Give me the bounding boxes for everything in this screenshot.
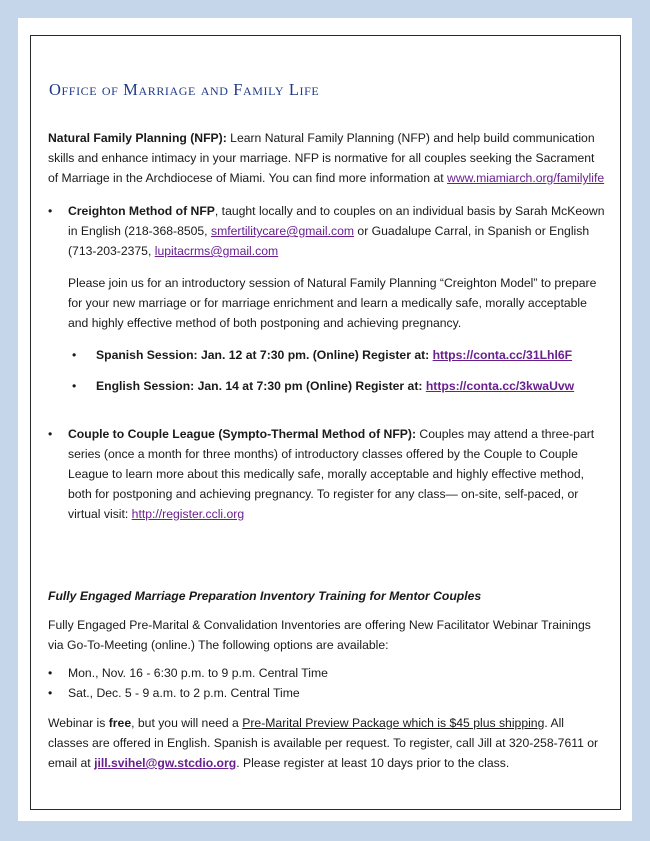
creighton-text-1: , taught locally and to couples on an individual basis by Sarah McKeown in English (218-368-8505, <box>68 204 605 238</box>
fully-engaged-intro: Fully Engaged Pre-Marital & Convalidation Inventories are offering New Facilitator Webinar Trainings via Go-To-Meeting (online.) The following options are available: <box>48 618 591 652</box>
bullet-icon: • <box>48 204 53 218</box>
bullet-icon: • <box>72 348 77 362</box>
creighton-label: Creighton Method of NFP <box>68 204 215 218</box>
creighton-item <box>48 201 606 261</box>
jill-email-link[interactable]: jill.svihel@gw.stcdio.org <box>94 756 237 770</box>
webinar-text-4: . Please register at least 10 days prior to the class. <box>236 756 510 770</box>
ccl-item <box>48 424 606 524</box>
ccl-text: Couples may attend a three-part series (once a month for three months) of introductory classes offered by the Couple to Couple League to learn more about this medically safe, morally acceptable and highly effective method, both for postponing and achieving pregnancy. To register for any class— on-site, self-paced, or virtual visit: <box>68 427 595 521</box>
nfp-text: Learn Natural Family Planning (NFP) and help build communication skills and enhance intimacy in your marriage. NFP is normative for all couples seeking the Sacrament of Marriage in the Archdiocese of Miami. You can find more information at <box>48 131 595 185</box>
package-text: Pre-Marital Preview Package which is $45 plus shipping <box>242 716 545 730</box>
option-item <box>48 683 606 703</box>
session-text: Spanish Session: Jan. 12 at 7:30 pm. (Online) Register at: <box>96 348 433 362</box>
session-item-english <box>48 376 606 396</box>
spanish-register-link[interactable]: https://conta.cc/31Lhl6F <box>432 348 573 362</box>
creighton-invite: Please join us for an introductory session of Natural Family Planning “Creighton Model” to prepare for your new marriage or for marriage enrichment and learn a medically safe, morally acceptable and highly effective method of both postponing and achieving pregnancy. <box>68 276 597 330</box>
option-text: Mon., Nov. 16 - 6:30 p.m. to 9 p.m. Central Time <box>68 666 328 680</box>
english-register-link[interactable]: https://conta.cc/3kwaUvw <box>425 379 575 393</box>
bullet-icon: • <box>48 686 53 700</box>
option-item <box>48 663 606 683</box>
lupitacrms-email-link[interactable]: lupitacrms@gmail.com <box>154 244 279 258</box>
fully-engaged-heading: Fully Engaged Marriage Preparation Inventory Training for Mentor Couples <box>48 589 482 603</box>
bullet-icon: • <box>48 666 53 680</box>
document-body <box>48 128 606 773</box>
document-page <box>18 18 632 821</box>
option-text: Sat., Dec. 5 - 9 a.m. to 2 p.m. Central Time <box>68 686 300 700</box>
webinar-text-3: . All classes are offered in English. Spanish is available per request. To register, call Jill at 320-258-7611 or email at <box>48 716 599 770</box>
webinar-text-1: Webinar is <box>48 716 109 730</box>
nfp-paragraph <box>48 128 606 188</box>
session-item-spanish <box>48 345 606 365</box>
bullet-icon: • <box>72 379 77 393</box>
ccl-label: Couple to Couple League (Sympto-Thermal Method of NFP): <box>68 427 417 441</box>
creighton-text-2: or Guadalupe Carral, in Spanish or English (713-203-2375, <box>68 224 590 258</box>
page-title: Office of Marriage and Family Life <box>49 80 320 99</box>
familylife-link[interactable]: www.miamiarch.org/familylife <box>447 171 605 185</box>
smfertilitycare-email-link[interactable]: smfertilitycare@gmail.com <box>210 224 355 238</box>
webinar-text-2: , but you will need a <box>131 716 243 730</box>
free-label: free <box>108 716 132 730</box>
webinar-paragraph <box>48 713 606 773</box>
ccli-register-link[interactable]: http://register.ccli.org <box>131 507 245 521</box>
bullet-icon: • <box>48 427 53 441</box>
session-text: English Session: Jan. 14 at 7:30 pm (Online) Register at: <box>96 379 426 393</box>
nfp-label: Natural Family Planning (NFP): <box>48 131 227 145</box>
